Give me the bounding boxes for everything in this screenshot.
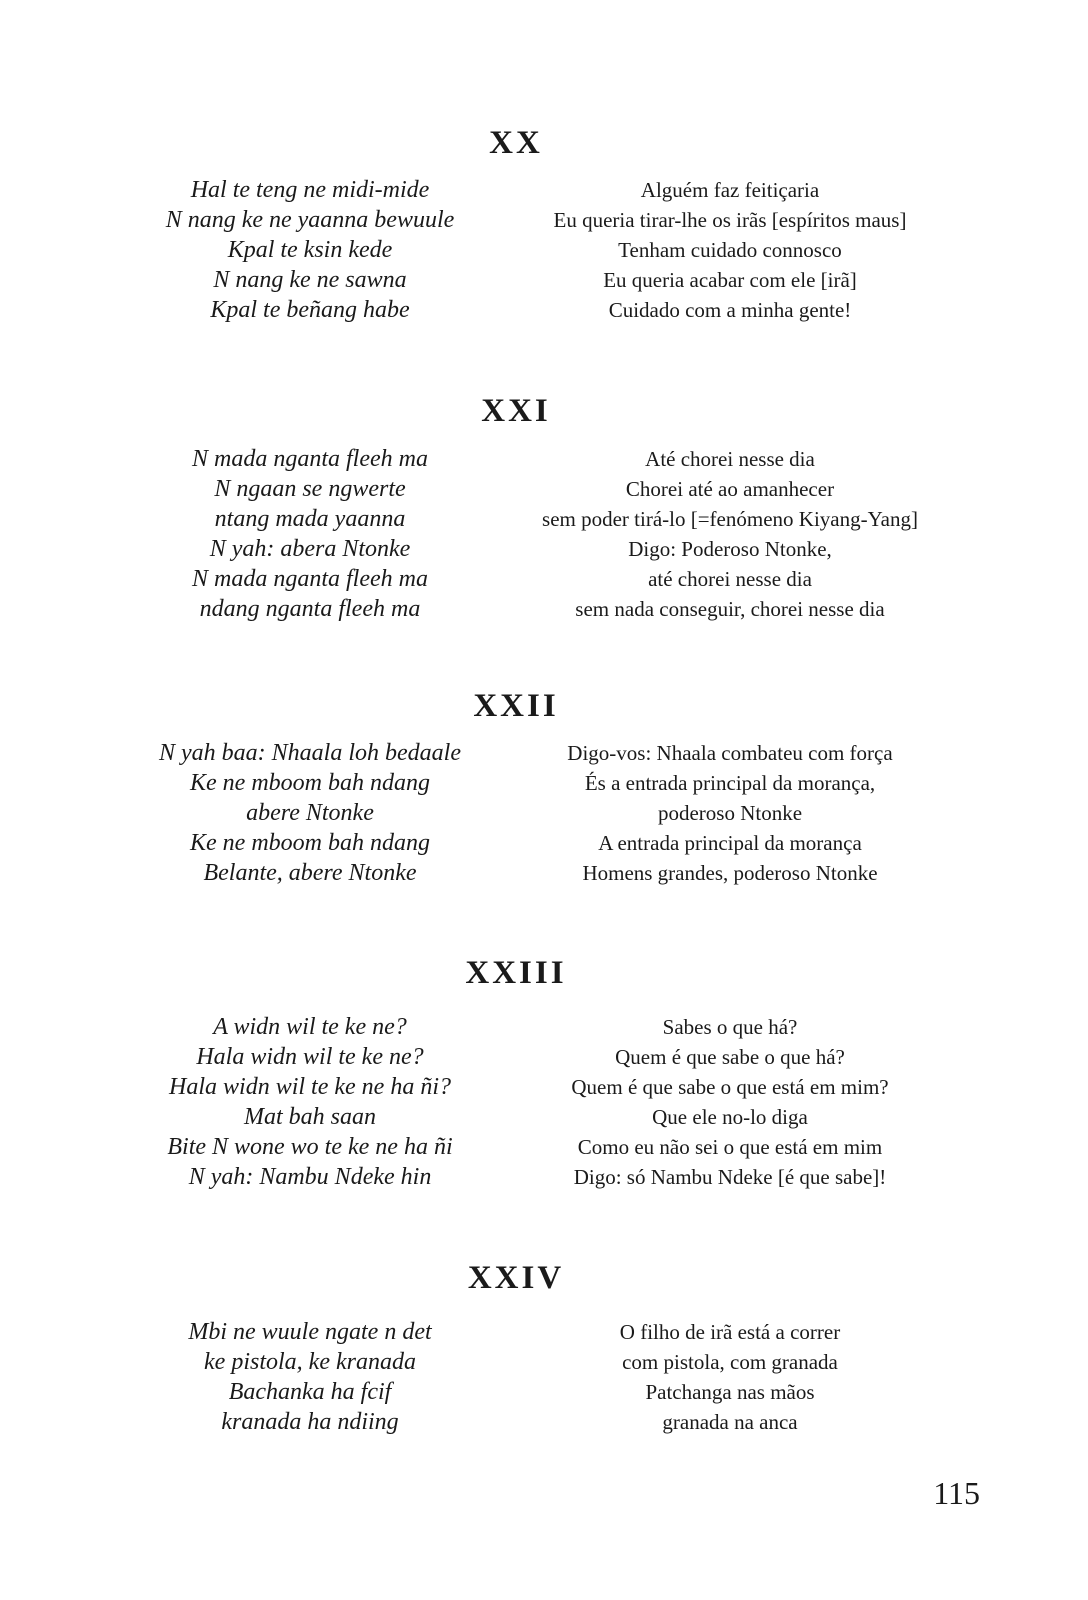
verse-line: poderoso Ntonke xyxy=(657,801,803,825)
verse-line: kranada ha ndiing xyxy=(221,1409,399,1435)
verse-line: Bachanka ha fcif xyxy=(228,1379,392,1405)
verse-line: A widn wil te ke ne? xyxy=(213,1014,407,1040)
translation-text xyxy=(490,1012,970,1192)
original-text xyxy=(110,175,510,325)
stanza-numeral: XXIV xyxy=(467,1260,565,1296)
verse-line: Bite N wone wo te ke ne ha ñi xyxy=(167,1134,453,1160)
verse-line: Tenham cuidado connosco xyxy=(618,238,842,262)
verse-line: N nang ke ne yaanna bewuule xyxy=(165,207,455,233)
verse-line: ntang mada yaanna xyxy=(214,506,406,532)
verse-line: Patchanga nas mãos xyxy=(645,1380,815,1404)
verse-line: Kpal te beñang habe xyxy=(210,297,410,323)
original-text xyxy=(110,1012,510,1192)
verse-line: Kpal te ksin kede xyxy=(227,237,393,263)
verse-line: N mada nganta fleeh ma xyxy=(192,566,428,592)
verse-line: com pistola, com granada xyxy=(622,1350,838,1374)
verse-line: ndang nganta fleeh ma xyxy=(199,596,421,622)
translation-text xyxy=(490,175,970,325)
stanza-numeral: XX xyxy=(489,125,543,161)
verse-line: sem poder tirá-lo [=fenómeno Kiyang-Yang] xyxy=(542,507,918,531)
verse-line: sem nada conseguir, chorei nesse dia xyxy=(575,597,885,621)
verse-line: N yah: Nambu Ndeke hin xyxy=(188,1164,432,1190)
stanza-numeral: XXIII xyxy=(465,955,567,991)
verse-line: ke pistola, ke kranada xyxy=(204,1349,416,1375)
verse-line: Quem é que sabe o que está em mim? xyxy=(571,1075,889,1099)
verse-line: Ke ne mboom bah ndang xyxy=(190,770,430,796)
verse-line: Digo-vos: Nhaala combateu com força xyxy=(567,741,893,765)
original-text xyxy=(110,444,510,624)
verse-line: Que ele no-lo diga xyxy=(652,1105,808,1129)
verse-line: Belante, abere Ntonke xyxy=(203,860,417,886)
verse-line: N mada nganta fleeh ma xyxy=(192,446,428,472)
translation-text xyxy=(490,738,970,888)
verse-line: Hala widn wil te ke ne ha ñi? xyxy=(169,1074,451,1100)
verse-line: A entrada principal da morança xyxy=(598,831,862,855)
verse-line: N yah baa: Nhaala loh bedaale xyxy=(159,740,461,766)
verse-line: Mat bah saan xyxy=(244,1104,376,1130)
verse-line: Como eu não sei o que está em mim xyxy=(577,1135,883,1159)
verse-line: Eu queria acabar com ele [irã] xyxy=(603,268,857,292)
verse-line: Mbi ne wuule ngate n det xyxy=(188,1319,432,1345)
verse-line: Sabes o que há? xyxy=(662,1015,798,1039)
verse-line: Hala widn wil te ke ne? xyxy=(196,1044,424,1070)
original-text xyxy=(110,1317,510,1437)
verse-line: até chorei nesse dia xyxy=(648,567,812,591)
verse-line: Alguém faz feitiçaria xyxy=(640,178,820,202)
verse-line: Homens grandes, poderoso Ntonke xyxy=(582,861,878,885)
stanza-numeral: XXII xyxy=(473,688,559,724)
verse-line: Hal te teng ne midi-mide xyxy=(190,177,430,203)
original-text xyxy=(110,738,510,888)
translation-text xyxy=(490,444,970,624)
verse-line: N nang ke ne sawna xyxy=(213,267,407,293)
verse-line: És a entrada principal da morança, xyxy=(584,771,876,795)
verse-line: Digo: só Nambu Ndeke [é que sabe]! xyxy=(573,1165,887,1189)
verse-line: N ngaan se ngwerte xyxy=(214,476,406,502)
verse-line: granada na anca xyxy=(662,1410,798,1434)
stanza-numeral: XXI xyxy=(481,393,551,429)
verse-line: N yah: abera Ntonke xyxy=(209,536,411,562)
verse-line: Digo: Poderoso Ntonke, xyxy=(628,537,832,561)
verse-line: Eu queria tirar-lhe os irãs [espíritos maus] xyxy=(553,208,907,232)
translation-text xyxy=(490,1317,970,1437)
verse-line: Chorei até ao amanhecer xyxy=(625,477,835,501)
verse-line: Ke ne mboom bah ndang xyxy=(190,830,430,856)
verse-line: Até chorei nesse dia xyxy=(645,447,815,471)
page-number: 115 xyxy=(933,1475,980,1511)
verse-line: abere Ntonke xyxy=(246,800,374,826)
verse-line: Cuidado com a minha gente! xyxy=(608,298,852,322)
verse-line: Quem é que sabe o que há? xyxy=(615,1045,845,1069)
verse-line: O filho de irã está a correr xyxy=(619,1320,841,1344)
